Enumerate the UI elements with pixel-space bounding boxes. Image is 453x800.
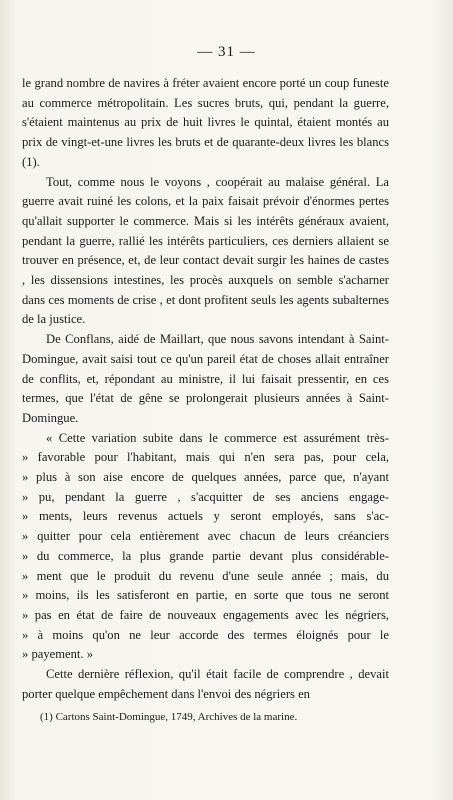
quote-line: » ments, leurs revenus actuels y seront employés, sans s'ac- xyxy=(22,509,389,524)
quote-line: « Cette variation subite dans le commerce est assurément très- xyxy=(46,430,389,445)
quote-line: » à moins qu'on ne leur accorde des termes éloignés pour le xyxy=(22,627,389,642)
quote-line: » quitter pour cela entièrement avec chacun de leurs créanciers xyxy=(22,529,389,544)
quote-line: » ment que le produit du revenu d'une seule année ; mais, du xyxy=(22,568,389,583)
quote-line: » favorable pour l'habitant, mais qui n'en sera pas, pour cela, xyxy=(22,450,389,465)
quote-line: » payement. » xyxy=(22,647,93,662)
quote-line: » plus à son aise encore de quelques années, parce que, n'ayant xyxy=(22,470,389,485)
quote-line: » du commerce, la plus grande partie devant plus considérable- xyxy=(22,548,389,563)
body-text xyxy=(22,74,389,705)
quote-line: » pas en état de faire de nouveaux engagements avec les négriers, xyxy=(22,607,389,622)
quote-line: » moins, ils les satisferont en partie, en sorte que tous ne seront xyxy=(22,588,389,603)
quotation xyxy=(22,429,389,665)
paragraph-3: De Conflans, aidé de Maillart, que nous savons intendant à Saint-Domingue, avait saisi tout ce qu'un pareil état de choses allait entraîner de conflits, et, répondant au ministre, il lui faisait pressentir, en ces termes, que l'état de gêne se prolongerait plusieurs années à Saint-Domingue. xyxy=(22,332,389,425)
footnote: (1) Cartons Saint-Domingue, 1749, Archives de la marine. xyxy=(40,711,298,723)
closing-paragraph: Cette dernière réflexion, qu'il était facile de comprendre , devait porter quelque empêchement dans l'envoi des négriers en xyxy=(22,667,389,701)
paragraph-1: le grand nombre de navires à fréter avaient encore porté un coup funeste au commerce métropolitain. Les sucres bruts, qui, pendant la guerre, s'étaient maintenus au prix de huit livres le quintal, étaient montés au prix de vingt-et-une livres les bruts et de quarante-deux livres les blancs (1). xyxy=(22,76,389,169)
page-number: — 31 — xyxy=(197,44,256,60)
paragraph-2: Tout, comme nous le voyons , coopérait au malaise général. La guerre avait ruiné les colons, et la paix faisait prévoir d'énormes pertes qu'allait supporter le commerce. Mais si les intérêts généraux avaient, pendant la guerre, rallié les intérêts particuliers, ces derniers allaient se trouver en présence, et, de leur contact devait surgir les haines de castes , les dissensions intestines, les procès auxquels on semble s'acharner dans ces moments de crise , et dont profitent seuls les agents subalternes de la justice. xyxy=(22,174,389,327)
quote-line: » pu, pendant la guerre , s'acquitter de ses anciens engage- xyxy=(22,489,389,504)
